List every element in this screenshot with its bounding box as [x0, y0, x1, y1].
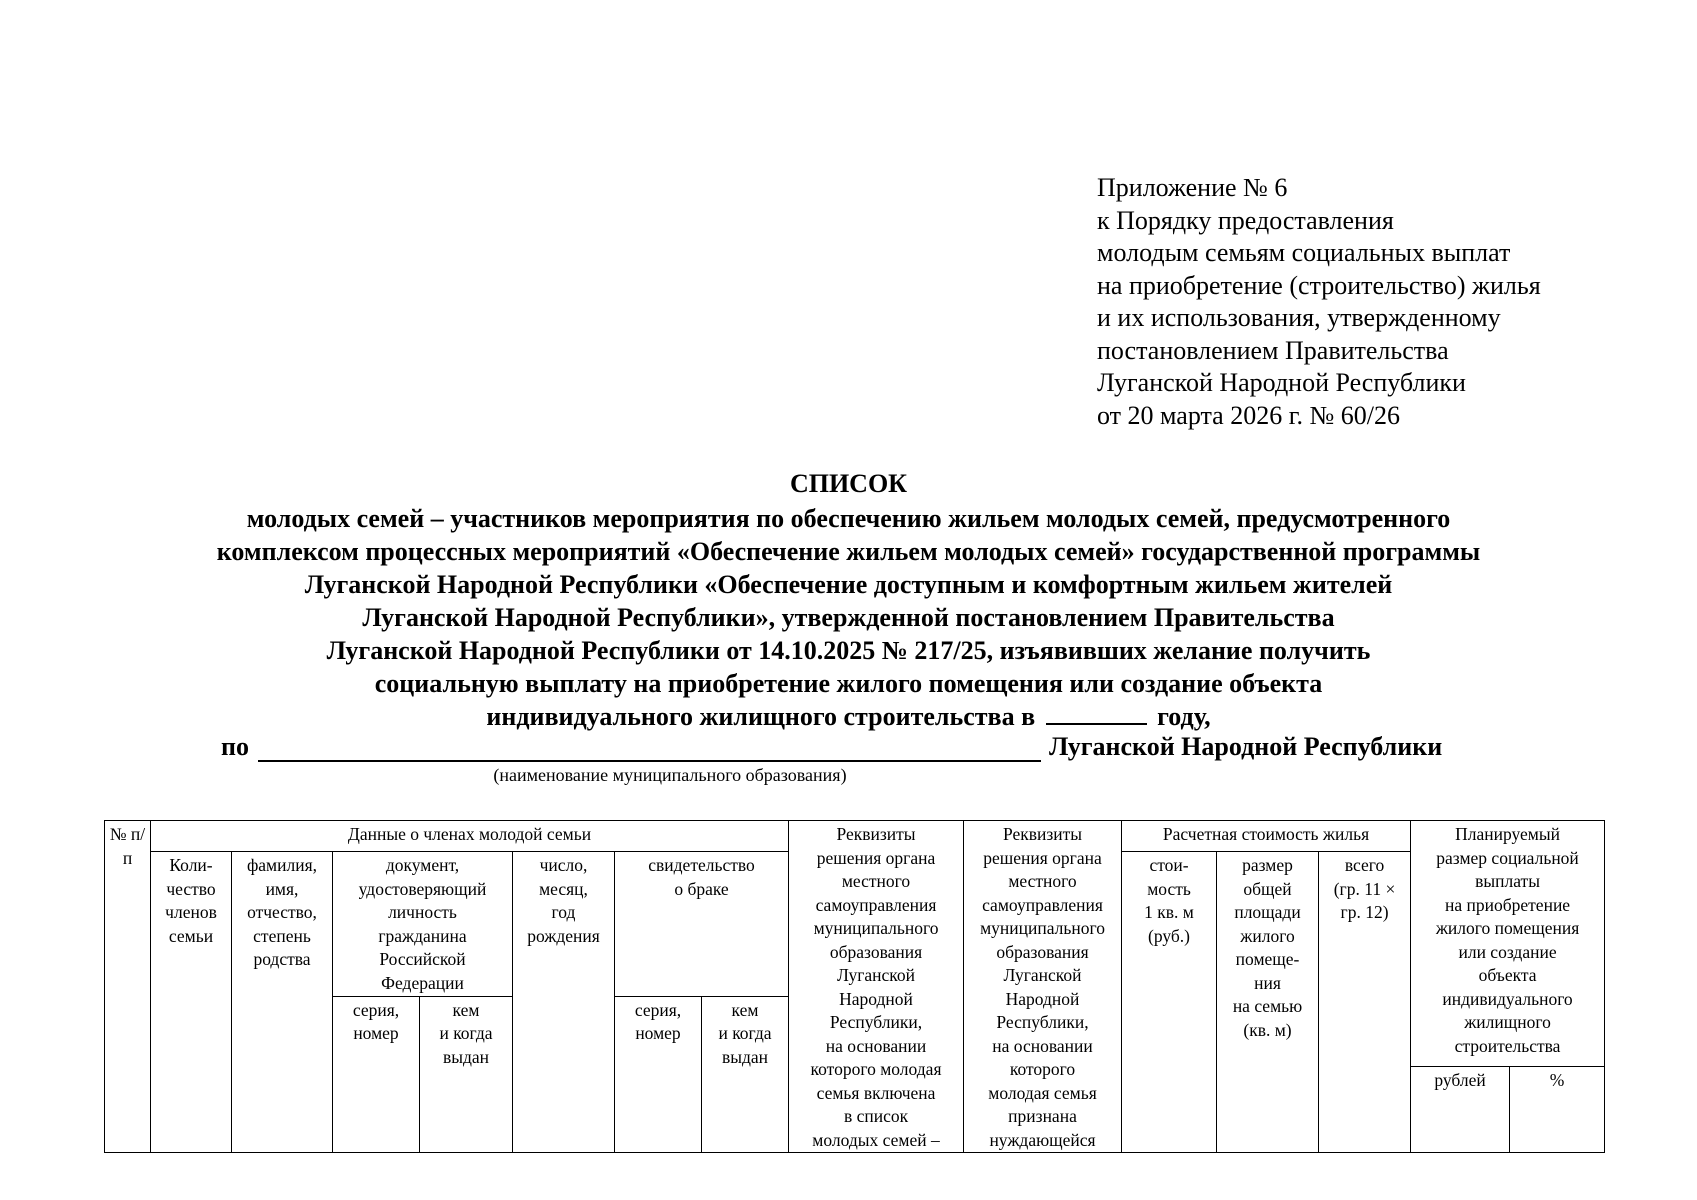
title-year-line	[60, 700, 1637, 733]
title-line: Луганской Народной Республики «Обеспечение доступным и комфортным жильем жителей	[304, 570, 1393, 599]
municipal-line	[0, 732, 1697, 766]
housing-cost-header: Расчетная стоимость жилья	[1122, 821, 1411, 852]
title-line: комплексом процессных мероприятий «Обеспечение жильем молодых семей» государственной программы	[216, 537, 1481, 566]
birth-date-header: число, месяц, год рождения	[513, 852, 615, 1153]
appendix-line: от 20 марта 2026 г. № 60/26	[1097, 400, 1400, 430]
full-name-header: фамилия, имя, отчество, степень родства	[232, 852, 333, 1153]
year-line-prefix: индивидуального жилищного строительства в	[486, 702, 1036, 731]
marriage-series-number-header: серия, номер	[615, 996, 702, 1153]
municipal-decision-requisites-header: Реквизиты решения органа местного самоуправления муниципального образования Луганской Народной Республики, на основании которого молодая семья включена в список молодых семей –	[789, 821, 964, 1153]
year-line-suffix: году,	[1157, 702, 1211, 731]
appendix-line: молодым семьям социальных выплат	[1097, 238, 1511, 267]
percent-header: %	[1510, 1067, 1605, 1153]
appendix-line: на приобретение (строительство) жилья	[1097, 270, 1541, 300]
title-line: Луганской Народной Республики», утвержденной постановлением Правительства	[362, 603, 1335, 632]
municipal-blank-field	[258, 760, 1041, 762]
rubles-header: рублей	[1411, 1067, 1510, 1153]
po-label: по	[221, 732, 249, 761]
region-label: Луганской Народной Республики	[1049, 732, 1443, 761]
appendix-block	[1097, 172, 1657, 432]
row-number-header: № п/п	[105, 821, 151, 1153]
need-decision-requisites-header: Реквизиты решения органа местного самоуправления муниципального образования Луганской Народной Республики, на основании которого молодая семья признана нуждающейся	[964, 821, 1122, 1153]
marriage-certificate-header: свидетельство о браке	[615, 852, 789, 997]
title-line: Луганской Народной Республики от 14.10.2025 № 217/25, изъявивших желание получить	[326, 636, 1371, 665]
total-area-header: размер общей площади жилого помеще- ния на семью (кв. м)	[1217, 852, 1319, 1153]
id-document-header: документ, удостоверяющий личность гражданина Российской Федерации	[333, 852, 513, 997]
family-count-header: Коли- чество членов семьи	[151, 852, 232, 1153]
family-list-table	[104, 820, 1605, 1153]
year-blank-field	[1046, 703, 1147, 725]
id-series-number-header: серия, номер	[333, 996, 420, 1153]
appendix-line: к Порядку предоставления	[1097, 205, 1394, 235]
appendix-line: Приложение № 6	[1097, 173, 1288, 202]
title-main: СПИСОК	[789, 469, 908, 498]
title-line: социальную выплату на приобретение жилого помещения или создание объекта	[374, 669, 1323, 698]
municipal-caption: (наименование муниципального образования)	[493, 765, 847, 785]
family-data-header: Данные о членах молодой семьи	[151, 821, 789, 852]
appendix-line: Луганской Народной Республики	[1097, 368, 1466, 397]
id-issued-by-header: кем и когда выдан	[420, 996, 513, 1153]
cost-per-sqm-header: стои- мость 1 кв. м (руб.)	[1122, 852, 1217, 1153]
document-title	[60, 467, 1637, 733]
planned-payment-header: Планируемый размер социальной выплаты на приобретение жилого помещения или создание объекта индивидуального жилищного строительства	[1411, 821, 1605, 1067]
title-line: молодых семей – участников мероприятия по обеспечению жильем молодых семей, предусмотренного	[246, 504, 1451, 533]
total-cost-header: всего (гр. 11 × гр. 12)	[1319, 852, 1411, 1153]
marriage-issued-by-header: кем и когда выдан	[702, 996, 789, 1153]
appendix-line: и их использования, утвержденному	[1097, 303, 1501, 332]
appendix-line: постановлением Правительства	[1097, 335, 1449, 365]
